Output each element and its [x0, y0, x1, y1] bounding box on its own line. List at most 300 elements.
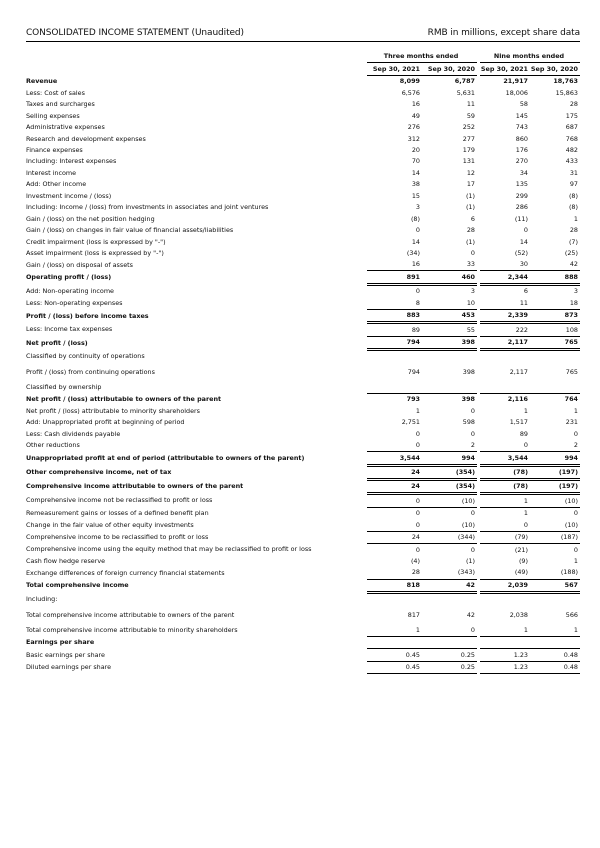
row-value: (10) — [530, 494, 580, 507]
table-row — [26, 567, 580, 579]
row-value: 5,631 — [456, 88, 475, 97]
row-value: 598 — [462, 418, 475, 427]
row-value: 2,339 — [480, 309, 530, 322]
table-row — [26, 259, 580, 271]
row-value: (1) — [465, 237, 475, 246]
table-row — [26, 452, 580, 465]
row-value: 28 — [466, 226, 475, 235]
table-row — [26, 323, 580, 336]
row-value: (10) — [422, 519, 477, 531]
table-row — [26, 519, 580, 531]
row-value: 0 — [415, 429, 420, 438]
table-row — [26, 202, 580, 213]
row-value: 3,544 — [367, 452, 422, 465]
row-value: 8 — [367, 297, 422, 309]
row-label: Classified by ownership — [26, 383, 102, 392]
row-value: 0 — [415, 545, 420, 554]
row-value: (10) — [422, 494, 477, 507]
table-row — [26, 624, 580, 636]
row-value: 2 — [422, 440, 477, 452]
row-value: 97 — [569, 180, 578, 189]
row-value: (21) — [514, 545, 528, 554]
row-value: 0 — [367, 440, 422, 452]
row-value: 131 — [462, 157, 475, 166]
table-row — [26, 122, 580, 133]
table-row — [26, 168, 580, 179]
row-value: (344) — [422, 531, 477, 543]
table-row — [26, 248, 580, 259]
row-label: Change in the fair value of other equity investments — [26, 520, 194, 529]
table-row — [26, 393, 580, 405]
row-value: (343) — [422, 567, 477, 579]
row-label: Add: Non-operating income — [26, 286, 114, 295]
row-value: 873 — [530, 309, 580, 322]
row-value — [480, 350, 530, 363]
row-value: 38 — [411, 180, 420, 189]
row-value — [367, 636, 422, 648]
table-row — [26, 405, 580, 416]
row-value: 11 — [466, 100, 475, 109]
table-row — [26, 99, 580, 110]
row-label: Research and development expenses — [26, 134, 146, 143]
row-label: Finance expenses — [26, 146, 83, 155]
row-value: (197) — [530, 465, 580, 479]
row-value: 0 — [573, 429, 578, 438]
row-value: 135 — [515, 180, 528, 189]
row-value: 33 — [422, 259, 477, 271]
column-header: Sep 30, 2021 — [367, 63, 422, 76]
row-label: Remeasurement gains or losses of a defined benefit plan — [26, 509, 209, 518]
row-value: 14 — [519, 237, 528, 246]
row-value: (1) — [465, 203, 475, 212]
row-value: 793 — [367, 393, 422, 405]
row-value: 70 — [411, 157, 420, 166]
row-value: 42 — [530, 259, 580, 271]
table-row — [26, 284, 580, 297]
row-value: 252 — [462, 123, 475, 132]
row-value: 0 — [415, 287, 420, 296]
row-value: 768 — [565, 134, 578, 143]
row-value: 888 — [530, 271, 580, 284]
row-value: 0 — [470, 248, 475, 257]
row-value: 3 — [415, 203, 420, 212]
row-value: 453 — [422, 309, 477, 322]
row-value: (10) — [530, 519, 580, 531]
table-row — [26, 309, 580, 322]
row-value: 398 — [462, 367, 475, 376]
table-row — [26, 156, 580, 167]
row-value: 0.45 — [367, 661, 422, 673]
row-value: 3,544 — [480, 452, 530, 465]
row-value: 3 — [470, 287, 475, 296]
row-value: 1.23 — [480, 661, 530, 673]
row-value: 0.48 — [530, 649, 580, 661]
row-value: 765 — [565, 367, 578, 376]
table-row — [26, 363, 580, 382]
row-value: 6,787 — [454, 77, 475, 86]
row-value: 687 — [565, 123, 578, 132]
table-row — [26, 531, 580, 543]
row-value: 1 — [573, 557, 578, 566]
row-value: 0 — [470, 509, 475, 518]
table-row — [26, 417, 580, 428]
row-value: 994 — [530, 452, 580, 465]
row-value — [422, 382, 477, 394]
row-value: 0 — [367, 494, 422, 507]
row-value: 0.25 — [422, 649, 477, 661]
row-value: 818 — [367, 579, 422, 592]
row-value: (1) — [465, 557, 475, 566]
row-value: (4) — [410, 557, 420, 566]
row-value: (34) — [406, 248, 420, 257]
row-value: 17 — [466, 180, 475, 189]
table-row — [26, 297, 580, 309]
row-value: 1 — [523, 509, 528, 518]
table-row — [26, 440, 580, 452]
row-value: 277 — [462, 134, 475, 143]
row-value: (25) — [564, 248, 578, 257]
row-value: (188) — [530, 567, 580, 579]
row-value: 0.48 — [530, 661, 580, 673]
units-note: RMB in millions, except share data — [427, 28, 580, 38]
row-label: Comprehensive income to be reclassified to profit or loss — [26, 533, 209, 542]
row-value: 860 — [515, 134, 528, 143]
row-value: 2,751 — [401, 418, 420, 427]
column-header: Sep 30, 2021 — [480, 63, 530, 76]
row-value: 0.45 — [367, 649, 422, 661]
row-value: 1 — [573, 214, 578, 223]
row-value — [367, 592, 422, 605]
row-value: (9) — [518, 557, 528, 566]
table-row — [26, 179, 580, 190]
table-row — [26, 661, 580, 673]
row-label: Less: Cost of sales — [26, 88, 85, 97]
column-group-nine-months: Nine months ended — [480, 51, 580, 63]
row-value: 21,917 — [503, 77, 528, 86]
table-row — [26, 87, 580, 98]
table-row — [26, 76, 580, 88]
row-value: (354) — [422, 480, 477, 494]
row-label: Interest income — [26, 168, 77, 177]
row-value: 0 — [480, 519, 530, 531]
row-value: (8) — [568, 191, 578, 200]
row-value: (11) — [514, 214, 528, 223]
row-label: Taxes and surcharges — [26, 100, 95, 109]
row-value: 0 — [415, 226, 420, 235]
row-label: Including: Income / (loss) from investments in associates and joint ventures — [26, 203, 269, 212]
row-value: (8) — [410, 214, 420, 223]
row-value: (78) — [480, 465, 530, 479]
row-value: 2,117 — [480, 336, 530, 349]
row-value: 2,039 — [480, 579, 530, 592]
table-row — [26, 213, 580, 224]
row-value: 482 — [565, 146, 578, 155]
row-value: 89 — [367, 323, 422, 336]
row-label: Gain / (loss) on disposal of assets — [26, 260, 133, 269]
table-row — [26, 236, 580, 247]
row-label: Other reductions — [26, 441, 80, 450]
row-label: Earnings per share — [26, 638, 95, 647]
row-value: 15,863 — [555, 88, 578, 97]
row-value: 31 — [569, 168, 578, 177]
row-value: 1 — [573, 406, 578, 415]
row-label: Gain / (loss) on changes in fair value of financial assets/liabilities — [26, 226, 234, 235]
row-value: (187) — [530, 531, 580, 543]
row-label: Classified by continuity of operations — [26, 351, 145, 360]
row-value: 42 — [422, 579, 477, 592]
row-label: Net profit / (loss) attributable to minority shareholders — [26, 406, 200, 415]
row-value: (52) — [514, 248, 528, 257]
row-value: (7) — [568, 237, 578, 246]
table-row — [26, 271, 580, 284]
row-value: 794 — [407, 367, 420, 376]
table-row — [26, 110, 580, 121]
table-row — [26, 494, 580, 507]
column-group-three-months: Three months ended — [367, 51, 477, 63]
row-value: 59 — [466, 111, 475, 120]
row-value: 55 — [422, 323, 477, 336]
row-value: (197) — [530, 480, 580, 494]
table-row — [26, 465, 580, 479]
row-value: 1,517 — [509, 418, 528, 427]
row-value — [367, 382, 422, 394]
row-label: Investment income / (loss) — [26, 191, 112, 200]
row-value: 0.25 — [422, 661, 477, 673]
row-label: Gain / (loss) on the net position hedging — [26, 214, 155, 223]
row-label: Profit / (loss) before income taxes — [26, 311, 149, 320]
row-value: 14 — [411, 168, 420, 177]
table-row — [26, 649, 580, 661]
row-value: 1 — [480, 624, 530, 636]
row-value: 270 — [515, 157, 528, 166]
table-row — [26, 336, 580, 349]
row-value: 1 — [367, 624, 422, 636]
table-row — [26, 145, 580, 156]
row-label: Operating profit / (loss) — [26, 273, 112, 282]
row-value: 0 — [367, 519, 422, 531]
row-value: 12 — [466, 168, 475, 177]
row-value: 6,576 — [401, 88, 420, 97]
row-label: Basic earnings per share — [26, 650, 105, 659]
row-value: 743 — [515, 123, 528, 132]
row-value: 567 — [530, 579, 580, 592]
row-label: Selling expenses — [26, 111, 80, 120]
row-value: 566 — [565, 610, 578, 619]
row-label: Total comprehensive income attributable to minority shareholders — [26, 626, 238, 635]
row-label: Less: Income tax expenses — [26, 325, 113, 334]
row-value: 2,116 — [480, 393, 530, 405]
row-value: 179 — [462, 146, 475, 155]
row-value: 299 — [515, 191, 528, 200]
row-value: 16 — [411, 100, 420, 109]
row-value: 16 — [367, 259, 422, 271]
row-value: 276 — [407, 123, 420, 132]
row-value: (8) — [568, 203, 578, 212]
row-value: 20 — [411, 146, 420, 155]
column-header-row — [26, 63, 580, 76]
row-value: 0 — [415, 509, 420, 518]
table-row — [26, 225, 580, 236]
row-label: Exchange differences of foreign currency financial statements — [26, 568, 225, 577]
table-row — [26, 382, 580, 394]
row-label: Cash flow hedge reserve — [26, 557, 106, 566]
row-label: Total comprehensive income — [26, 581, 129, 590]
statement-title: CONSOLIDATED INCOME STATEMENT (Unaudited) — [26, 28, 244, 38]
row-value: 1 — [480, 494, 530, 507]
row-value: 460 — [422, 271, 477, 284]
column-header: Sep 30, 2020 — [422, 63, 477, 76]
column-header: Sep 30, 2020 — [530, 63, 580, 76]
row-value — [530, 592, 580, 605]
row-value: 0 — [573, 545, 578, 554]
row-label: Net profit / (loss) attributable to owners of the parent — [26, 395, 222, 404]
row-value: 433 — [565, 157, 578, 166]
row-value: (78) — [480, 480, 530, 494]
row-label: Credit impairment (loss is expressed by "-") — [26, 237, 166, 246]
table-row — [26, 428, 580, 439]
row-value: 18,763 — [553, 77, 578, 86]
row-value — [530, 382, 580, 394]
table-row — [26, 544, 580, 556]
row-value: 2 — [530, 440, 580, 452]
row-value: 176 — [515, 146, 528, 155]
row-value: (49) — [480, 567, 530, 579]
document-header — [26, 27, 580, 42]
row-value: 1 — [523, 406, 528, 415]
row-value: 765 — [530, 336, 580, 349]
row-value: 58 — [519, 100, 528, 109]
row-value: 10 — [422, 297, 477, 309]
row-label: Profit / (loss) from continuing operations — [26, 367, 155, 376]
row-value: 6 — [470, 214, 475, 223]
row-value: 1.23 — [480, 649, 530, 661]
row-value — [480, 592, 530, 605]
row-value: 28 — [367, 567, 422, 579]
row-value: 0 — [470, 429, 475, 438]
row-value: 28 — [569, 226, 578, 235]
row-label: Net profit / (loss) — [26, 338, 88, 347]
row-value: 0 — [470, 545, 475, 554]
row-value: 764 — [530, 393, 580, 405]
row-label: Diluted earnings per share — [26, 663, 112, 672]
row-label: Comprehensive income attributable to owners of the parent — [26, 482, 244, 491]
row-value — [422, 592, 477, 605]
row-label: Comprehensive income using the equity method that may be reclassified to profit or loss — [26, 545, 312, 554]
row-value: 28 — [569, 100, 578, 109]
row-value: 30 — [480, 259, 530, 271]
table-row — [26, 507, 580, 519]
row-label: Total comprehensive income attributable to owners of the parent — [26, 610, 235, 619]
table-row — [26, 350, 580, 363]
row-value: 2,344 — [480, 271, 530, 284]
row-value: 312 — [407, 134, 420, 143]
table-row — [26, 133, 580, 144]
row-value: 42 — [466, 610, 475, 619]
row-value: 891 — [367, 271, 422, 284]
row-value: 89 — [519, 429, 528, 438]
table-row — [26, 605, 580, 624]
row-value: 0 — [422, 624, 477, 636]
row-label: Including: — [26, 594, 58, 603]
row-label: Other comprehensive income, net of tax — [26, 467, 172, 476]
row-label: Revenue — [26, 77, 58, 86]
row-value: 222 — [480, 323, 530, 336]
row-value — [530, 350, 580, 363]
table-row — [26, 636, 580, 648]
table-row — [26, 480, 580, 494]
row-value: 8,099 — [399, 77, 420, 86]
row-label: Add: Other income — [26, 180, 87, 189]
row-label: Unappropriated profit at end of period (attributable to owners of the parent) — [26, 454, 305, 463]
row-value: 398 — [422, 336, 477, 349]
row-value: 1 — [530, 624, 580, 636]
row-label: Add: Unappropriated profit at beginning of period — [26, 418, 185, 427]
row-value: 2,038 — [509, 610, 528, 619]
table-row — [26, 579, 580, 592]
row-label: Including: Interest expenses — [26, 157, 117, 166]
row-value: 231 — [565, 418, 578, 427]
row-value: 3 — [573, 287, 578, 296]
row-value: 14 — [411, 237, 420, 246]
row-value: 883 — [367, 309, 422, 322]
row-label: Asset impairment (loss is expressed by "-") — [26, 248, 164, 257]
row-value — [530, 636, 580, 648]
row-value: (354) — [422, 465, 477, 479]
row-value: 6 — [523, 287, 528, 296]
row-value: 0 — [480, 440, 530, 452]
row-value: 11 — [480, 297, 530, 309]
row-value: 18,006 — [505, 88, 528, 97]
row-label: Administrative expenses — [26, 123, 105, 132]
row-value: 0 — [523, 226, 528, 235]
row-value — [480, 636, 530, 648]
income-statement-table — [26, 51, 580, 674]
row-value: 24 — [367, 531, 422, 543]
row-value: 286 — [515, 203, 528, 212]
row-value: 0 — [470, 406, 475, 415]
row-value: 15 — [411, 191, 420, 200]
row-value: 0 — [573, 509, 578, 518]
row-value: 24 — [367, 480, 422, 494]
row-value: (79) — [480, 531, 530, 543]
row-label: Comprehensive income not be reclassified to profit or loss — [26, 496, 213, 505]
row-value: 817 — [407, 610, 420, 619]
row-value: 18 — [530, 297, 580, 309]
row-value: 994 — [422, 452, 477, 465]
table-row — [26, 592, 580, 605]
row-value: 2,117 — [509, 367, 528, 376]
row-value — [367, 350, 422, 363]
row-value: 175 — [565, 111, 578, 120]
row-value: 794 — [367, 336, 422, 349]
row-value: 49 — [411, 111, 420, 120]
row-value: 24 — [367, 465, 422, 479]
row-value: 398 — [422, 393, 477, 405]
row-label: Less: Cash dividends payable — [26, 429, 121, 438]
row-value: 108 — [530, 323, 580, 336]
column-group-row — [26, 51, 580, 63]
row-value — [422, 350, 477, 363]
row-label: Less: Non-operating expenses — [26, 298, 123, 307]
row-value — [480, 382, 530, 394]
table-row — [26, 190, 580, 201]
row-value: 34 — [519, 168, 528, 177]
row-value — [422, 636, 477, 648]
row-value: (1) — [465, 191, 475, 200]
table-row — [26, 556, 580, 567]
row-value: 145 — [515, 111, 528, 120]
row-value: 1 — [415, 406, 420, 415]
